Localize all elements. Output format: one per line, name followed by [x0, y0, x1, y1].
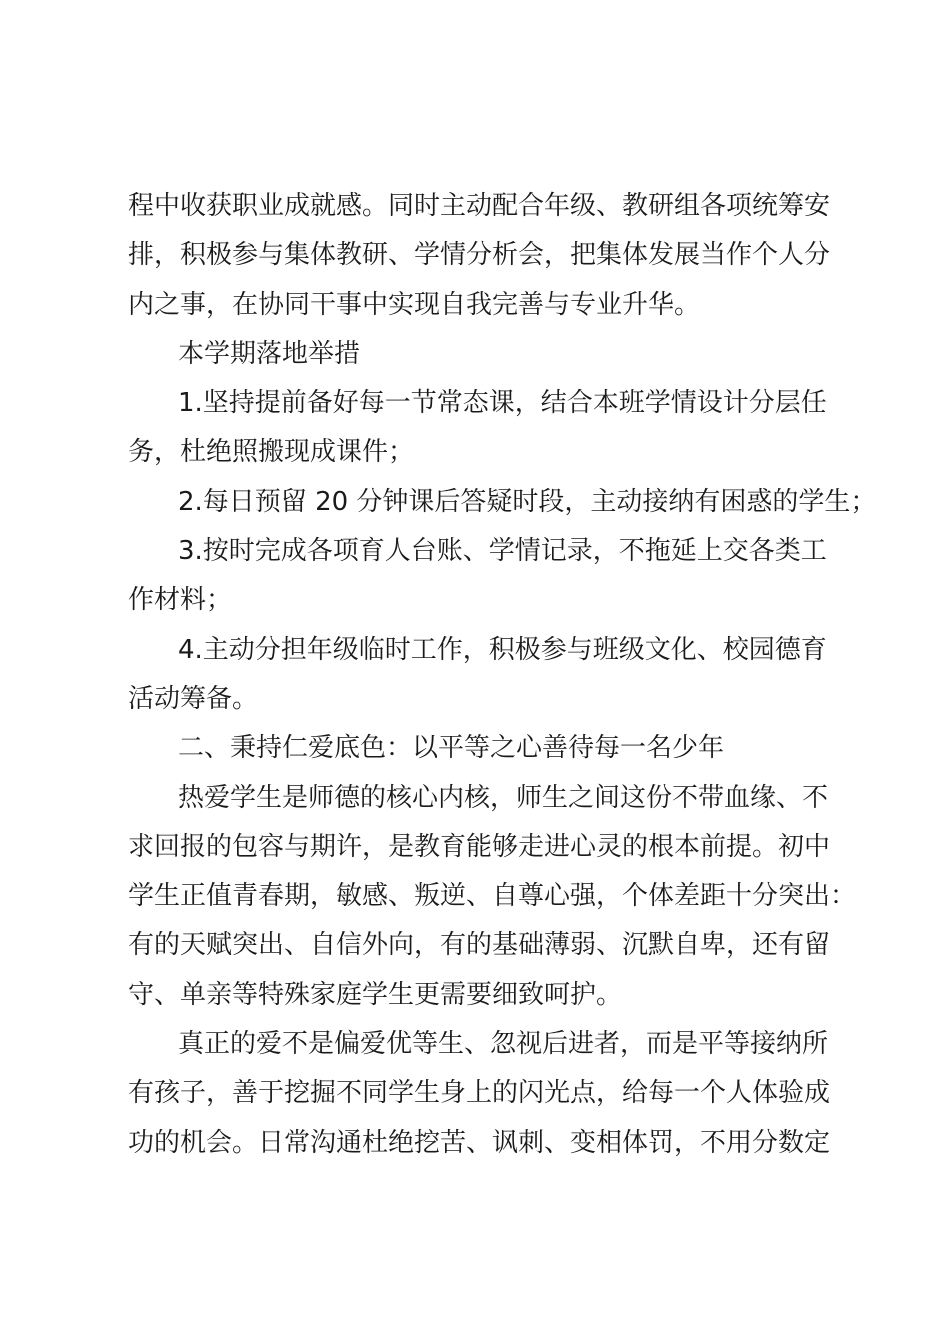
paragraph-line: 功的机会。日常沟通杜绝挖苦、讽刺、变相体罚，不用分数定: [128, 1127, 831, 1158]
list-item-line: 3.按时完成各项育人台账、学情记录，不拖延上交各类工: [178, 536, 827, 567]
list-item-line: 4.主动分担年级临时工作，积极参与班级文化、校园德育: [178, 634, 827, 665]
paragraph-line: 学生正值青春期，敏感、叛逆、自尊心强，个体差距十分突出：: [128, 881, 857, 912]
section-subheading: 本学期落地举措: [178, 338, 361, 369]
list-item-line: 活动筹备。: [128, 683, 259, 714]
paragraph-line: 真正的爱不是偏爱优等生、忽视后进者，而是平等接纳所: [178, 1029, 829, 1060]
paragraph-line: 有孩子，善于挖掘不同学生身上的闪光点，给每一个人体验成: [128, 1078, 831, 1109]
paragraph-line: 求回报的包容与期许，是教育能够走进心灵的根本前提。初中: [128, 831, 831, 862]
list-item-line: 务，杜绝照搬现成课件；: [128, 437, 415, 468]
section-heading: 二、秉持仁爱底色：以平等之心善待每一名少年: [178, 733, 725, 764]
paragraph-line: 内之事，在协同干事中实现自我完善与专业升华。: [128, 289, 701, 320]
paragraph-line: 守、单亲等特殊家庭学生更需要细致呵护。: [128, 979, 623, 1010]
paragraph-line: 排，积极参与集体教研、学情分析会，把集体发展当作个人分: [128, 240, 831, 271]
paragraph-line: 程中收获职业成就感。同时主动配合年级、教研组各项统筹安: [128, 191, 831, 221]
document-body: [128, 182, 877, 1168]
list-item-line: 作材料；: [128, 585, 233, 616]
paragraph-line: 有的天赋突出、自信外向，有的基础薄弱、沉默自卑，还有留: [128, 930, 831, 961]
list-item-line: 2.每日预留 20 分钟课后答疑时段，主动接纳有困惑的学生；: [178, 486, 877, 517]
paragraph-line: 热爱学生是师德的核心内核，师生之间这份不带血缘、不: [178, 782, 829, 813]
list-item-line: 1.坚持提前备好每一节常态课，结合本班学情设计分层任: [178, 388, 827, 419]
